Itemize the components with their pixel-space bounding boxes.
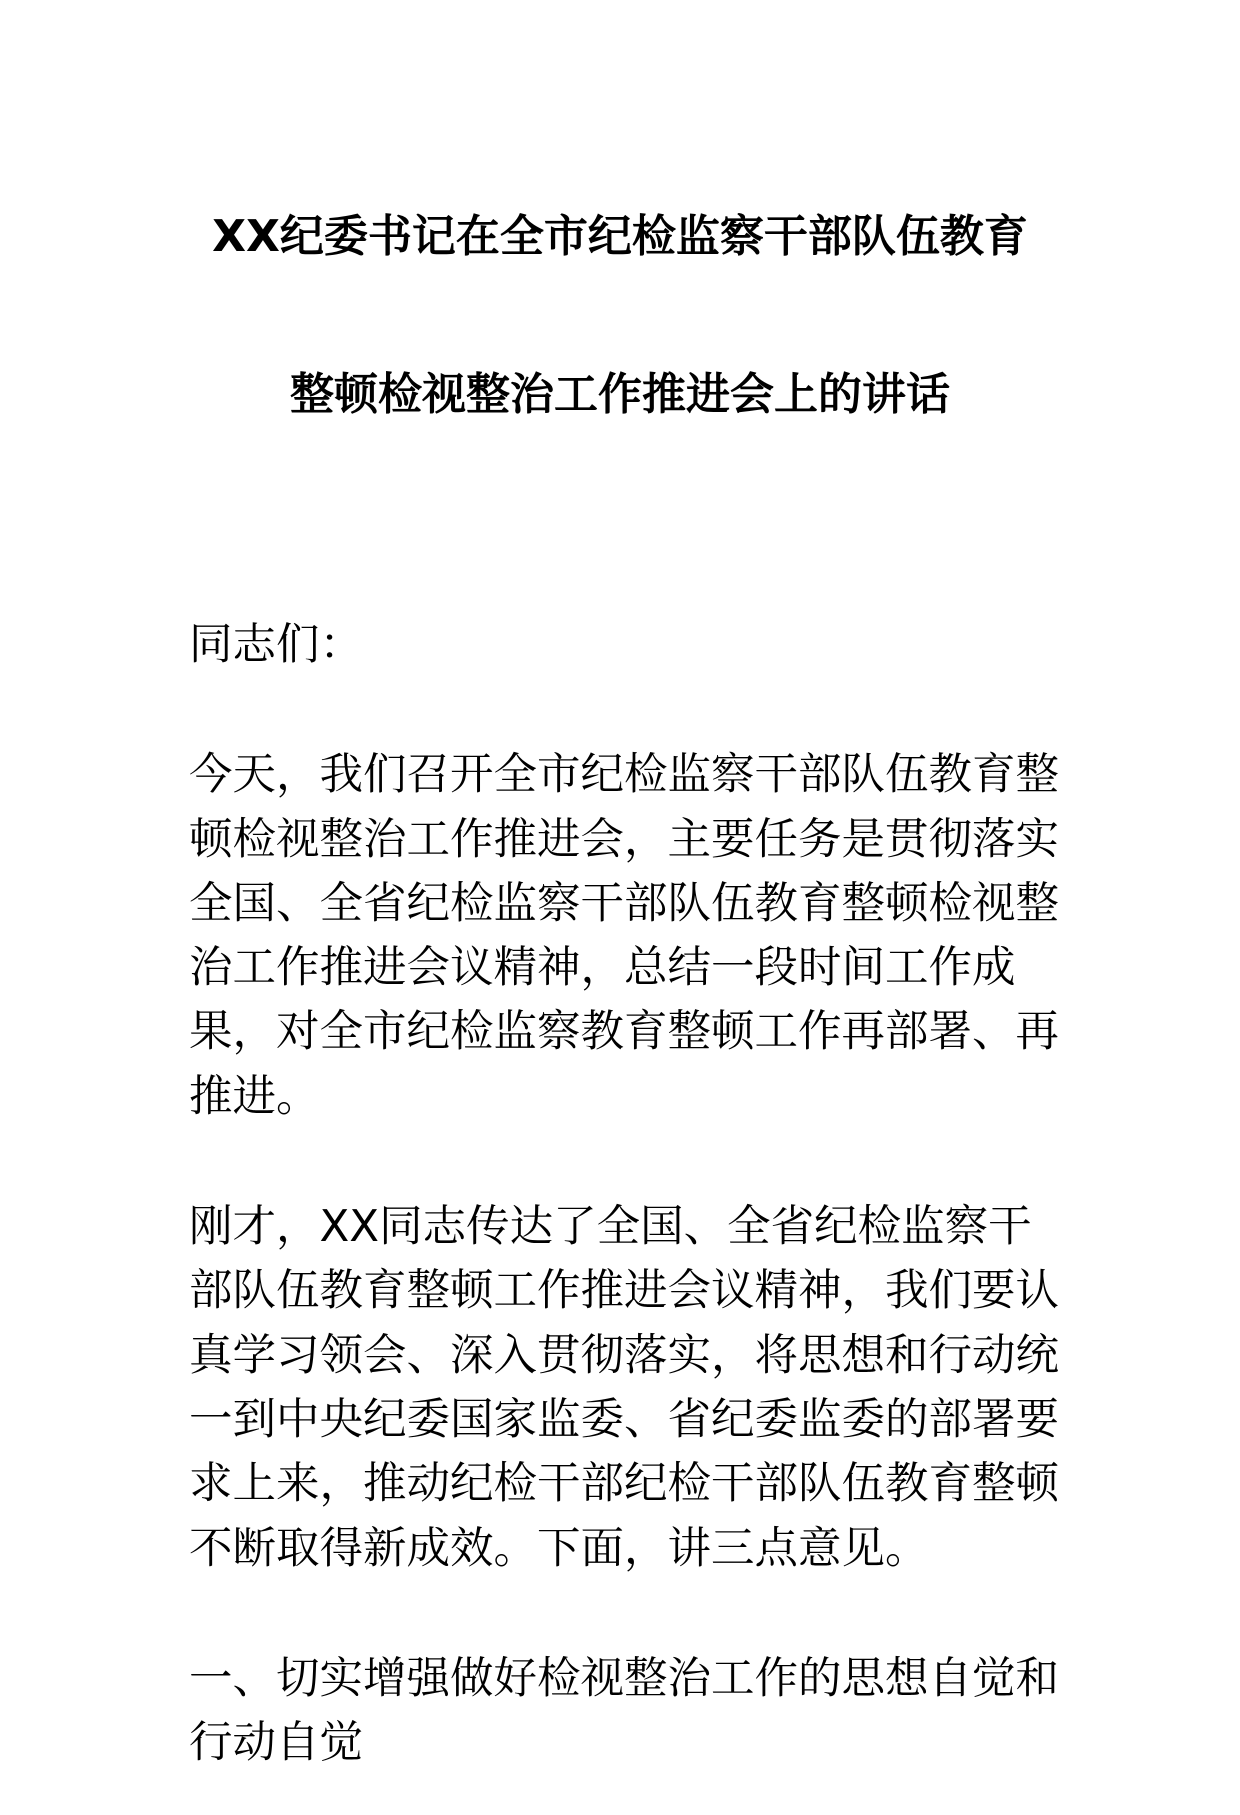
salutation: 同志们： [189, 620, 363, 670]
paragraph-opening: 今天，我们召开全市纪检监察干部队伍教育整顿检视整治工作推进会，主要任务是贯彻落实全国、全省纪检监察干部队伍教育整顿检视整治工作推进会议精神，总结一段时间工作成果，对全市纪检监察教育整顿工作再部署、再推进。 [189, 750, 1059, 1122]
document-title-line-1: XX纪委书记在全市纪检监察干部队伍教育 [212, 211, 1028, 262]
section-heading-1: 一、切实增强做好检视整治工作的思想自觉和行动自觉 [189, 1653, 1059, 1769]
paragraph-intro: 刚才，XX同志传达了全国、全省纪检监察干部队伍教育整顿工作推进会议精神，我们要认真学习领会、深入贯彻落实，将思想和行动统一到中央纪委国家监委、省纪委监委的部署要求上来，推动纪检干部纪检干部队伍教育整顿不断取得新成效。下面，讲三点意见。 [189, 1202, 1059, 1574]
document-title-line-2: 整顿检视整治工作推进会上的讲话 [290, 369, 950, 420]
